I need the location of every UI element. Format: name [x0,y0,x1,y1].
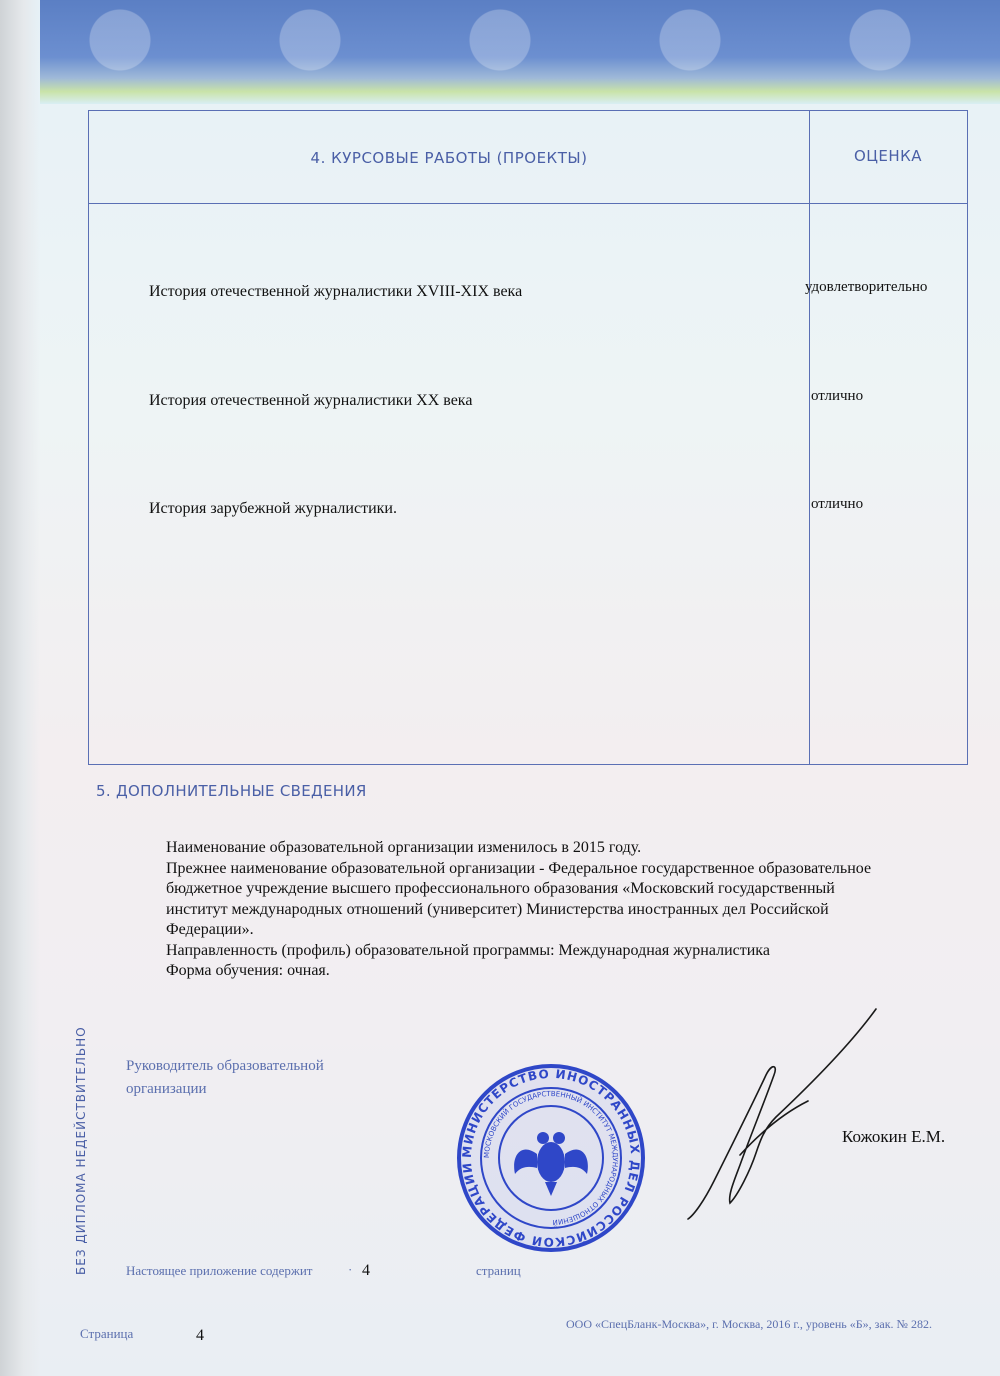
table-row-grade: отлично [811,388,864,404]
coursework-table [88,110,968,765]
info-line: Наименование образовательной организации изменилось в 2015 году. [166,839,642,856]
additional-info-title: 5. ДОПОЛНИТЕЛЬНЫЕ СВЕДЕНИЯ [96,782,367,800]
head-of-organization-label [126,1055,324,1101]
info-line: Направленность (профиль) образовательной программы: Международная журналистика [166,941,770,959]
page-label: Страница [80,1326,134,1341]
info-line: институт международных отношений (университет) Министерства иностранных дел Российской [166,900,829,918]
info-line: Форма обучения: очная. [166,962,330,979]
pages-count: 4 [362,1262,370,1279]
table-row-grade: отлично [811,496,864,512]
head-label-line: организации [126,1081,207,1097]
decorative-top-band [40,0,1000,104]
vertical-validity-note: БЕЗ ДИПЛОМА НЕДЕЙСТВИТЕЛЬНО [74,1026,88,1275]
table-header-divider [89,203,967,204]
info-line: бюджетное учреждение высшего профессионального образования «Московский государственный [166,880,835,897]
contains-pages-label: Настоящее приложение содержит [126,1263,313,1278]
table-row-subject: История отечественной журналистики XX века [149,392,473,409]
head-label-line: Руководитель образовательной [126,1058,324,1074]
table-row-subject: История отечественной журналистики XVIII-XIX века [149,283,523,300]
table-column-divider [809,111,810,764]
info-line: Федерации». [166,921,254,938]
grade-column-header: ОЦЕНКА [853,147,923,165]
separator-dot: · [348,1262,353,1277]
table-row-subject: История зарубежной журналистики. [149,500,397,517]
handwritten-signature-icon [680,1005,890,1225]
coursework-section-title: 4. КУРСОВЫЕ РАБОТЫ (ПРОЕКТЫ) [310,149,588,167]
seal-inner-text: МОСКОВСКИЙ ГОСУДАРСТВЕННЫЙ ИНСТИТУТ МЕЖДУНАРОДНЫХ ОТНОШЕНИЙ [482,1089,620,1227]
additional-info-text [166,838,956,982]
official-seal-icon [455,1062,647,1254]
page-number: 4 [196,1327,204,1344]
printer-imprint: ООО «СпецБланк-Москва», г. Москва, 2016 г., уровень «Б», зак. № 282. [566,1317,932,1331]
signer-name: Кожокин Е.М. [842,1127,946,1146]
info-line: Прежнее наименование образовательной организации - Федеральное государственное образовательное [166,859,872,877]
seal-outer-text: МИНИСТЕРСТВО ИНОСТРАННЫХ ДЕЛ РОССИЙСКОЙ ФЕДЕРАЦИИ [459,1066,643,1250]
pages-word: страниц [476,1263,521,1278]
page-edge-shadow [0,0,40,1376]
table-row-grade: удовлетворительно [805,279,928,295]
